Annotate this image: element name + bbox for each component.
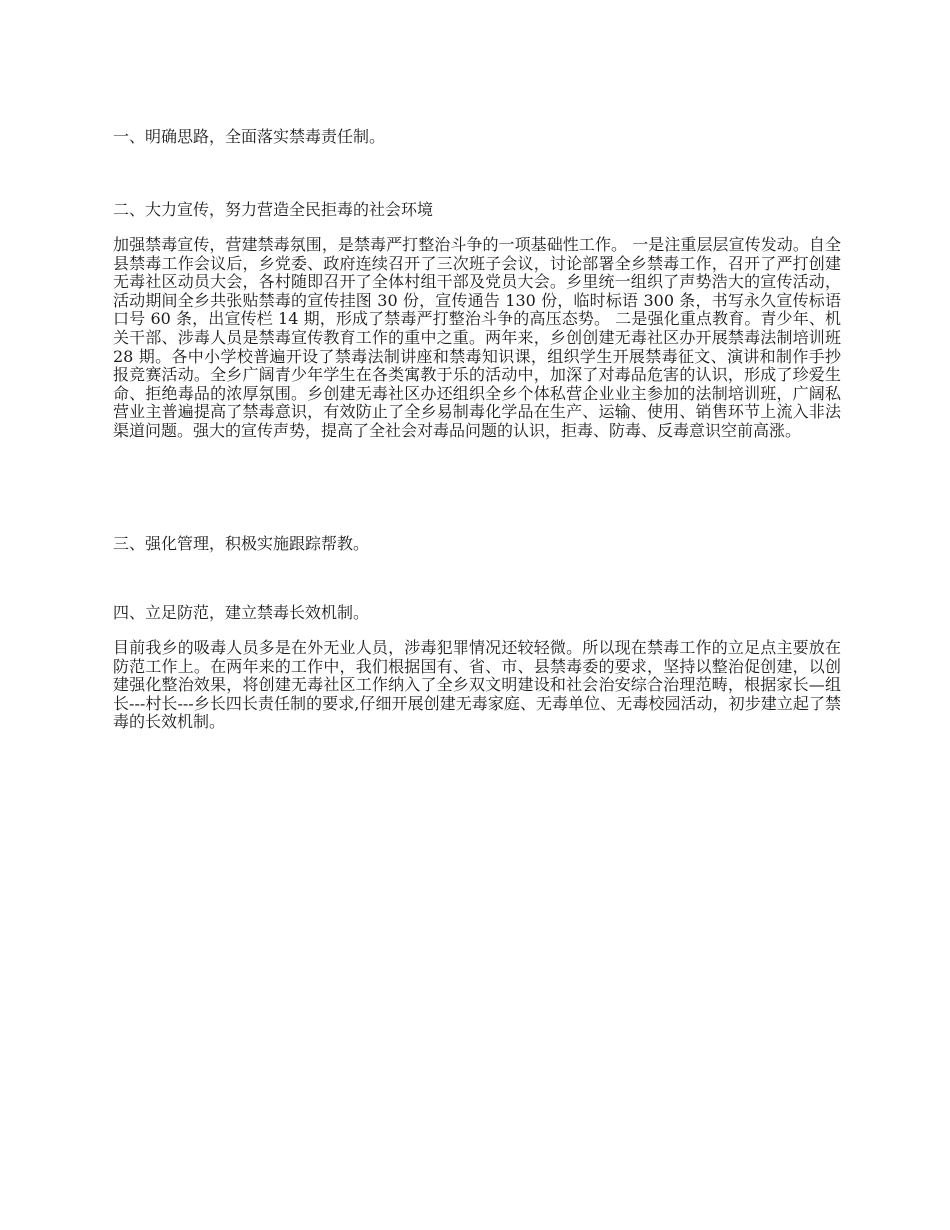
section-2-body: 加强禁毒宣传，营建禁毒氛围，是禁毒严打整治斗争的一项基础性工作。 一是注重层层宣传发动。自全县禁毒工作会议后，乡党委、政府连续召开了三次班子会议，讨论部署全乡禁毒工作，召开了严打创建无毒社区动员大会，各村随即召开了全体村组干部及党员大会。乡里统一组织了声势浩大的宣传活动，活动期间全乡共张贴禁毒的宣传挂图 30 份，宣传通告 130 份，临时标语 300 条，书写永久宣传标语口号 60 条，出宣传栏 14 期，形成了禁毒严打整治斗争的高压态势。 二是强化重点教育。青少年、机关干部、涉毒人员是禁毒宣传教育工作的重中之重。两年来，乡创创建无毒社区办开展禁毒法制培训班 28 期。各中小学校普遍开设了禁毒法制讲座和禁毒知识课，组织学生开展禁毒征文、演讲和制作手抄报竞赛活动。全乡广阔青少年学生在各类寓教于乐的活动中，加深了对毒品危害的认识，形成了珍爱生命、拒绝毒品的浓厚氛围。乡创建无毒社区办还组织全乡个体私营企业业主参加的法制培训班，广阔私营业主普遍提高了禁毒意识，有效防止了全乡易制毒化学品在生产、运输、使用、销售环节上流入非法渠道问题。强大的宣传声势，提高了全社会对毒品问题的认识，拒毒、防毒、反毒意识空前高涨。	[113, 235, 841, 440]
section-1-heading: 一、明确思路，全面落实禁毒责任制。	[113, 127, 386, 146]
section-4-body: 目前我乡的吸毒人员多是在外无业人员，涉毒犯罪情况还较轻微。所以现在禁毒工作的立足点主要放在防范工作上。在两年来的工作中，我们根据国有、省、市、县禁毒委的要求，坚持以整治促创建，以创建强化整治效果，将创建无毒社区工作纳入了全乡双文明建设和社会治安综合治理范畴，根据家长—组长---村长---乡长四长责任制的要求,仔细开展创建无毒家庭、无毒单位、无毒校园活动，初步建立起了禁毒的长效机制。	[113, 638, 841, 732]
section-4-heading: 四、立足防范，建立禁毒长效机制。	[113, 603, 370, 622]
section-3-heading: 三、强化管理，积极实施跟踪帮教。	[113, 534, 370, 553]
section-2-heading: 二、大力宣传，努力营造全民拒毒的社会环境	[113, 200, 434, 219]
